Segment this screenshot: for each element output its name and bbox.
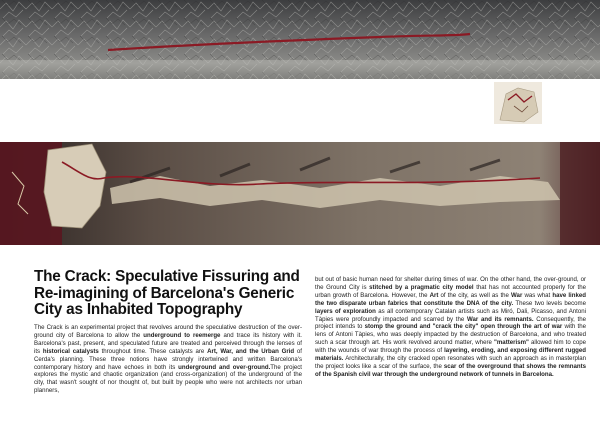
crack-model-aerial-photo (0, 0, 600, 79)
page-title: The Crack: Speculative Fissuring and Re-imagining of Barcelona's Generic City as Inhabited Topography (34, 268, 300, 319)
body-column-left: The Crack is an experimental project that revolves around the speculative destruction of the over-ground city of Barcelona to allow the underground to reemerge and trace its history with it. Barcelona's past, present, and speculated future are treated and perceived through the lenses of its historical catalysts throughout time. These catalysts are Art, War, and the Urban Grid of Cerda's planning. These three notions have strongly intertwined and written Barcelona's contemporary history and have echoes in both its underground and over-ground.The project explores the mystic and chaotic organization (and cross-organization) of the underground of the city, that wasn't sought of nor thought of, but built by people who were not architects nor urban planners, (34, 324, 302, 395)
body-column-right: but out of basic human need for shelter during times of war. On the other hand, the over-ground, or the Ground City is stitched by a pragmatic city model that has not accounted properly for the urban growth of Barcelona. However, the Art of the city, as well as the War was what have linked the two disparate urban fabrics that constitute the DNA of the city. These two levels become layers of exploration as all contemporary Catalan artists such as Miró, Dali, Picasso, and Antoni Tàpies were profoundly impacted and scarred by the War and its remnants. Consequently, the project intends to stomp the ground and "crack the city" open through the art of war with the lens of Antoni Tàpies, who was deeply impacted by the destruction of Barcelona, and who treated such a scar through art. His work revolved around matter, where "matterism" allowed him to cope with the wounds of war through the process of layering, eroding, and exposing different rugged materials. Architecturally, the city cracked open resonates with such an approach as in masterplan the project looks like a scar of the surface, the scar of the overground that shows the remnants of the Spanish civil war through the underground network of tunnels in Barcelona. (315, 276, 587, 378)
crack-model-elevation-photo (0, 142, 600, 245)
model-fragment-photo (494, 82, 542, 124)
